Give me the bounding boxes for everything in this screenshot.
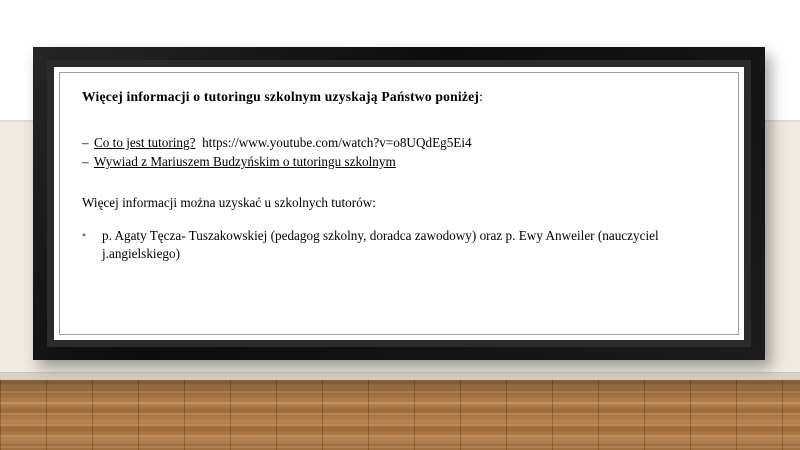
page-title-colon: :: [479, 89, 484, 104]
link-co-to-jest-tutoring[interactable]: Co to jest tutoring?: [94, 135, 196, 151]
link-wywiad-z-mariuszem-budzynskim[interactable]: Wywiad z Mariuszem Budzyńskim o tutoringu szkolnym: [94, 154, 396, 170]
list-item: [82, 134, 720, 153]
page-title-bold: Więcej informacji o tutoringu szkolnym uzyskają Państwo poniżej: [82, 89, 480, 104]
dash-marker: –: [82, 135, 89, 151]
spacer: [82, 213, 720, 227]
spacer: [82, 172, 720, 194]
spacer: [82, 106, 720, 134]
bullet-item-text: p. Agaty Tęcza- Tuszakowskiej (pedagog szkolny, doradca zawodowy) oraz p. Ewy Anweiler (nauczyciel j.angielskiego): [102, 227, 659, 262]
slide-text-content: [82, 87, 720, 330]
list-item: [82, 227, 720, 264]
dash-marker: –: [82, 154, 89, 170]
list-item: [82, 153, 720, 172]
floor-shadow: [0, 380, 800, 394]
framed-content-area: [54, 67, 744, 340]
bullet-icon: •: [82, 227, 87, 242]
page-title: [82, 87, 720, 106]
picture-frame: [33, 47, 765, 360]
subheading-text: Więcej informacji można uzyskać u szkolnych tutorów:: [82, 194, 376, 210]
youtube-url-text[interactable]: https://www.youtube.com/watch?v=o8UQdEg5Ei4: [202, 135, 472, 151]
